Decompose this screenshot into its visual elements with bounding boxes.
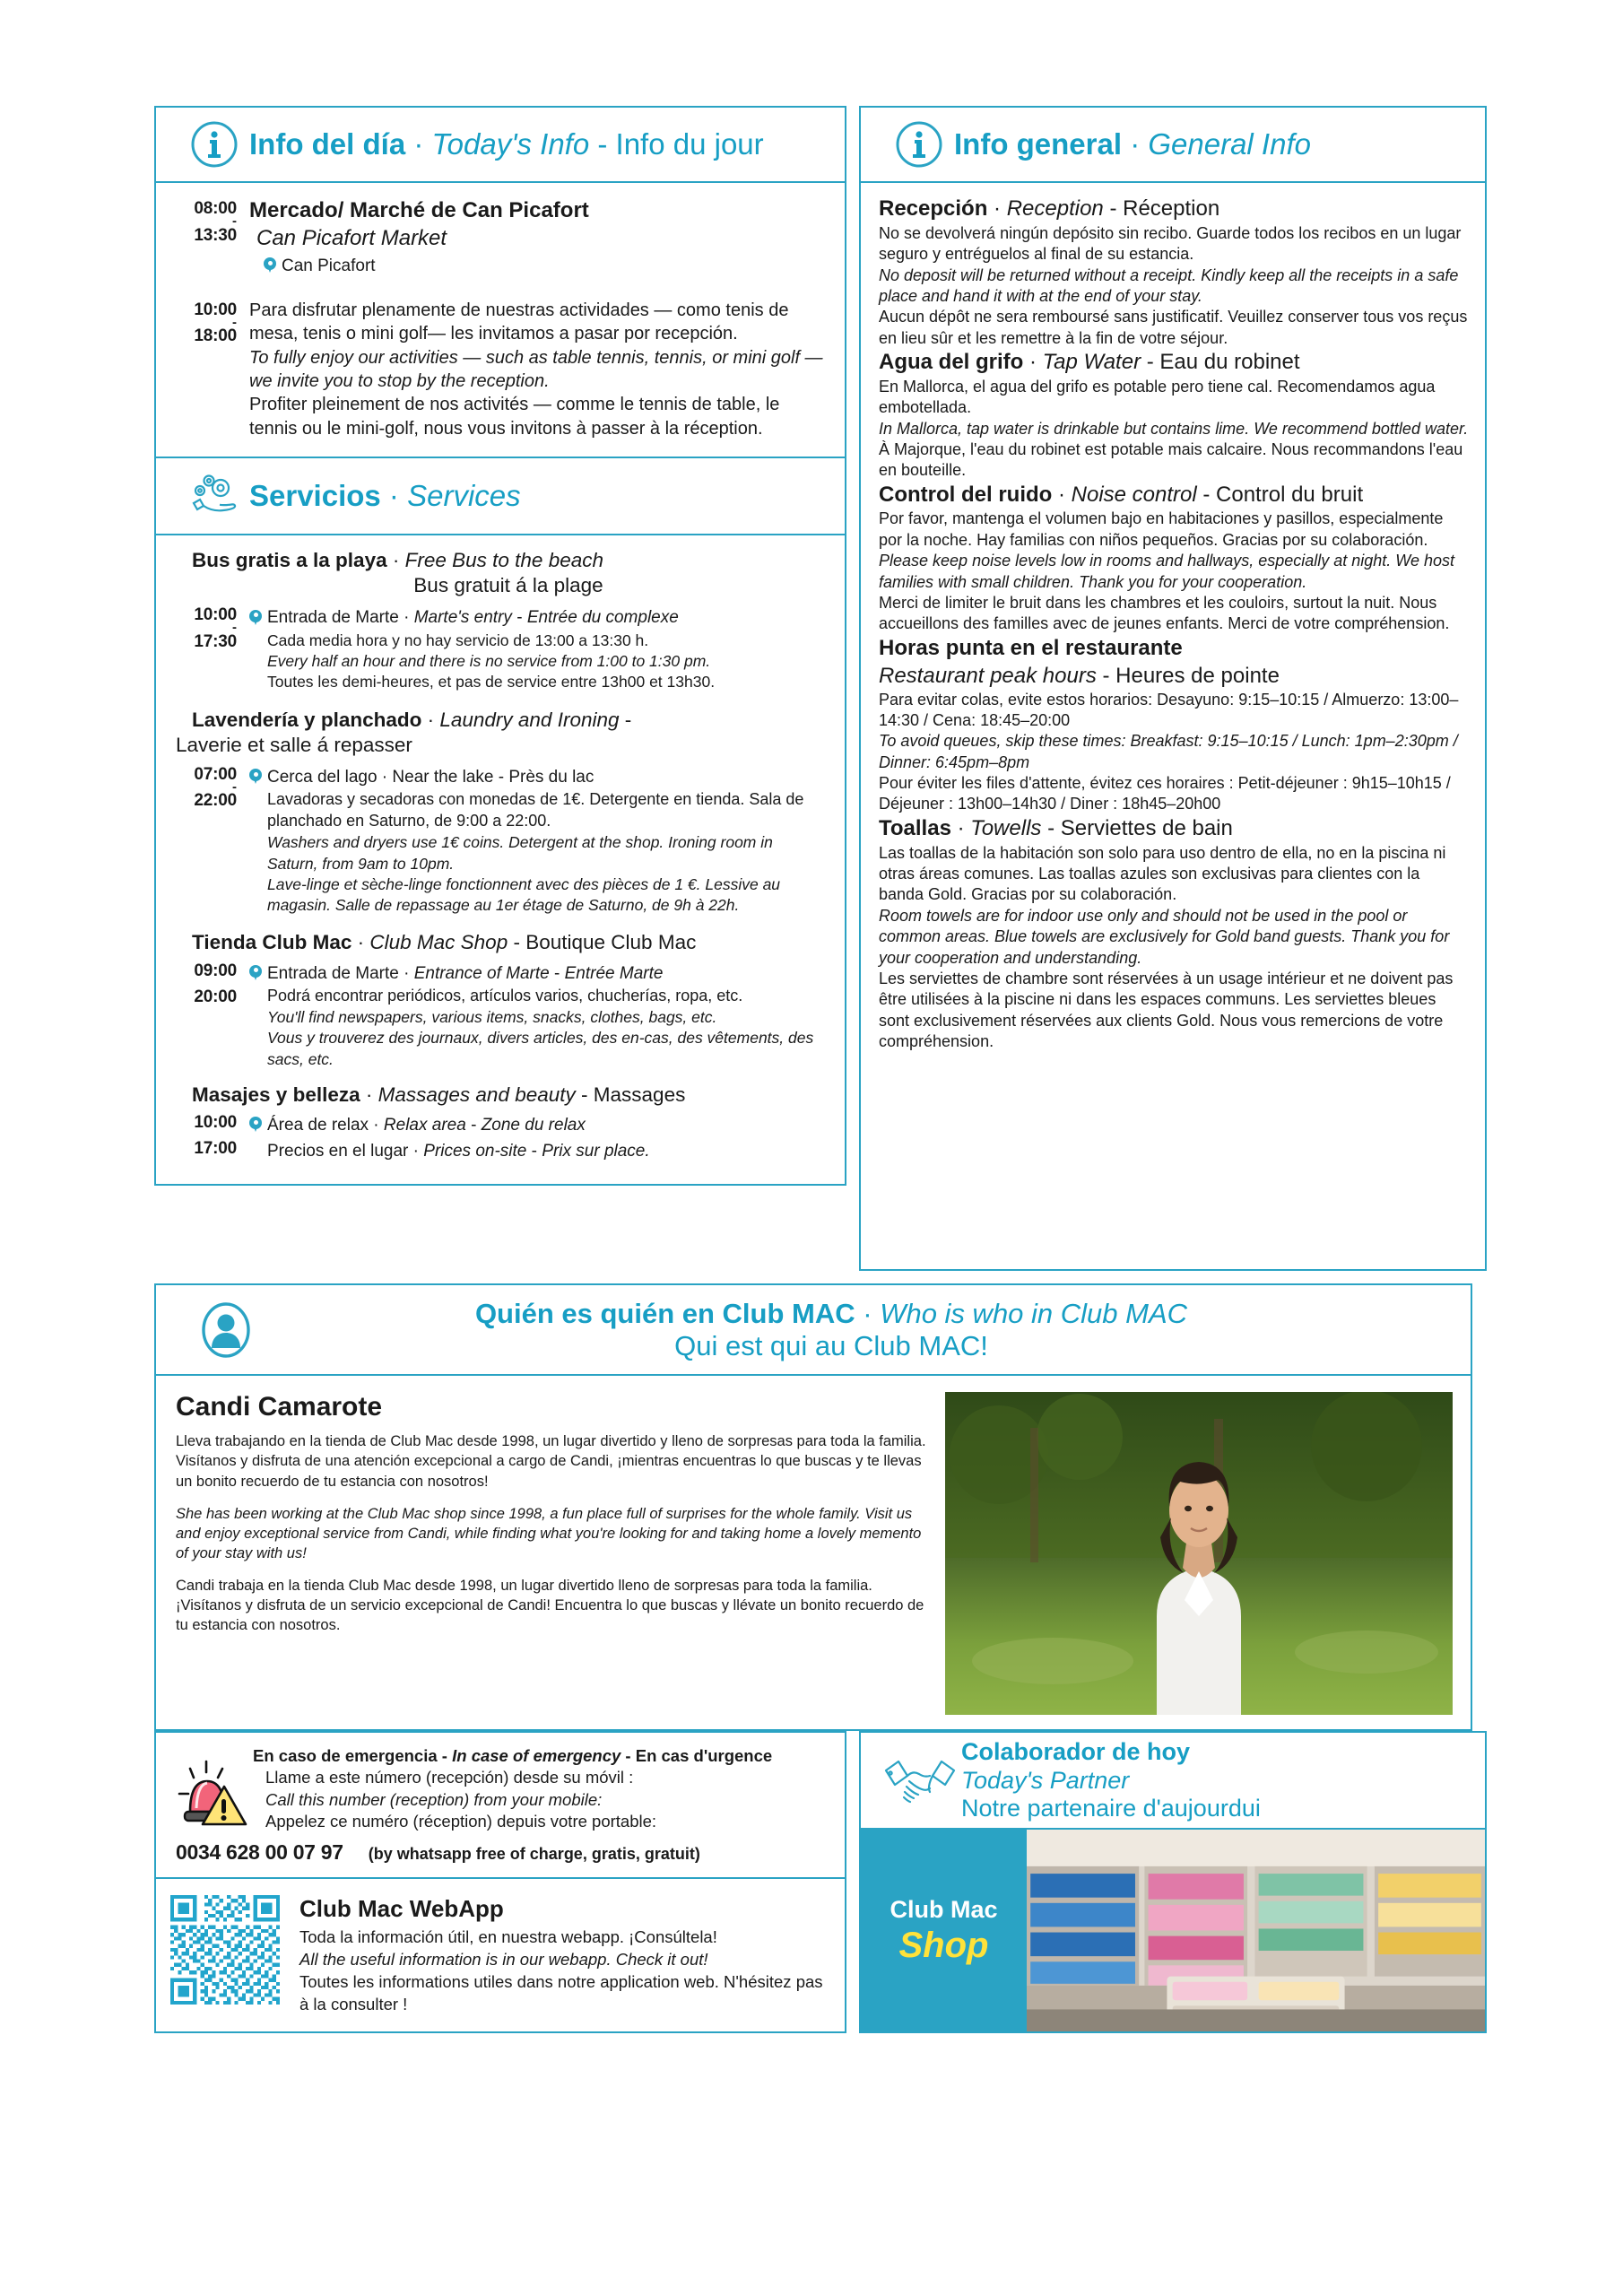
block-heading xyxy=(879,196,1469,223)
block-es: En Mallorca, el agua del grifo es potable pero tiene cal. Recomendamos agua embotellada. xyxy=(879,377,1436,417)
block-en: Please keep noise levels low in rooms and hallways, especially at night. We host families with small children. Thank you for your cooperation. xyxy=(879,552,1455,591)
map-pin-icon xyxy=(249,965,262,982)
bottom-left xyxy=(154,1731,846,2033)
sep: · xyxy=(1052,482,1072,507)
general-block xyxy=(879,482,1469,635)
sep: - xyxy=(511,608,527,628)
item-text-fr: Profiter pleinement de nos activités — comme le tennis de table, le tennis ou le mini-golf, nous vous invitons à passer à la réception. xyxy=(249,395,780,439)
service-time xyxy=(176,960,249,1070)
emergency-line-en: Call this number (reception) from your mobile: xyxy=(265,1789,603,1809)
who-title-es: Quién es quién en Club MAC xyxy=(474,1298,855,1329)
person-bio-fr: Candi trabaja en la tienda Club Mac desde 1998, un lugar divertido lleno de sorpresas para toda la familia. ¡Visítanos y disfruta de un servicio excepcional de Candi! Encuentra lo que buscas y llévate un bonito recuerdo de tu estancia con nosotros. xyxy=(176,1577,924,1634)
head-fr: Serviettes de bain xyxy=(1060,815,1233,840)
note-fr: Prix sur place. xyxy=(542,1142,650,1161)
block-heading xyxy=(879,349,1469,377)
emergency-box xyxy=(154,1731,846,1879)
head-es: Control del ruido xyxy=(879,482,1053,507)
heading-en: Free Bus to the beach xyxy=(404,549,603,572)
heading-fr: Boutique Club Mac xyxy=(525,931,697,954)
sep: · xyxy=(855,1298,881,1329)
loc-es: Cerca del lago xyxy=(267,767,378,787)
service-note xyxy=(249,1139,825,1164)
loc-fr: Zone du relax xyxy=(481,1115,586,1135)
webapp-line-fr: Toutes les informations utiles dans notre application web. N'hésitez pas à la consulter ! xyxy=(299,1971,823,2013)
today-info-body xyxy=(154,181,846,457)
partner-header xyxy=(859,1731,1487,1830)
loc-fr: Entrée du complexe xyxy=(526,608,679,628)
sep: · xyxy=(1122,127,1149,161)
qr-code-icon[interactable] xyxy=(170,1895,280,2005)
service-block xyxy=(176,930,825,1069)
block-es: Las toallas de la habitación son solo para uso dentro de ella, no en la piscina ni otras áreas comunes. Las toallas azules son exclusivas para clientes con la banda Gold. Gracias por su colaboración. xyxy=(879,843,1446,904)
sep: · xyxy=(360,1083,378,1106)
map-pin-icon xyxy=(249,1117,262,1134)
emergency-line-es: Llame a este número (recepción) desde su móvil : xyxy=(265,1768,634,1787)
location-label: Can Picafort xyxy=(282,257,376,276)
map-pin-icon xyxy=(249,769,262,786)
sep: · xyxy=(987,196,1007,221)
sep: · xyxy=(950,815,971,840)
service-location xyxy=(249,1113,825,1138)
loc-en: Near the lake xyxy=(392,767,494,787)
head-en: Towells xyxy=(970,815,1042,840)
time-dash: - xyxy=(232,620,237,636)
service-heading xyxy=(176,930,825,955)
head-en: Tap Water xyxy=(1042,350,1141,375)
sep: - xyxy=(621,1746,636,1766)
head-es: En caso de emergencia xyxy=(253,1746,438,1766)
sep: - xyxy=(526,1142,542,1161)
note-es: Podrá encontrar periódicos, artículos varios, chucherías, ropa, etc. xyxy=(267,987,743,1005)
block-fr: À Majorque, l'eau du robinet est potable mais calcaire. Nous recommandons l'eau en bouteille. xyxy=(879,439,1463,480)
loc-fr: Entrée Marte xyxy=(564,963,664,983)
note-es: Cada media hora y no hay servicio de 13:00 a 13:30 h. xyxy=(267,631,649,649)
head-es: Recepción xyxy=(879,196,988,221)
time-end: 18:00 xyxy=(194,326,237,346)
sep: - xyxy=(1041,815,1061,840)
emergency-heading xyxy=(253,1745,830,1767)
head-es: Agua del grifo xyxy=(879,350,1024,375)
person-circle-icon xyxy=(179,1301,273,1359)
heading-es: Bus gratis a la playa xyxy=(192,549,387,572)
service-time xyxy=(176,604,249,692)
head-en: Restaurant peak hours xyxy=(879,663,1097,688)
block-heading xyxy=(879,815,1469,843)
info-circle-icon xyxy=(884,120,954,169)
gears-hand-icon xyxy=(179,471,249,521)
service-time xyxy=(176,1111,249,1164)
person-name: Candi Camarote xyxy=(176,1392,383,1422)
services-header xyxy=(154,457,846,534)
today-title-es: Info del día xyxy=(249,127,406,161)
partner-title xyxy=(961,1738,1261,1822)
block-fr: Aucun dépôt ne sera remboursé sans justificatif. Veuillez conserver tous vos reçus en lieu sûr et les remettre à la fin de votre séjour. xyxy=(879,308,1468,347)
sep: - xyxy=(589,127,616,161)
loc-es: Área de relax xyxy=(267,1115,369,1135)
head-es: Toallas xyxy=(879,815,951,840)
item-time xyxy=(176,299,249,440)
sep: - xyxy=(1141,350,1160,375)
service-block xyxy=(176,548,825,693)
note-fr: Toutes les demi-heures, et pas de service entre 13h00 et 13h30. xyxy=(267,673,716,691)
bottom-area xyxy=(154,1731,1472,2033)
head-fr: En cas d'urgence xyxy=(635,1746,773,1766)
block-fr: Merci de limiter le bruit dans les chambres et les couloirs, surtout la nuit. Nous accueillons des familles avec de jeunes enfants. Merci de votre compréhension. xyxy=(879,594,1450,633)
item-location xyxy=(249,254,825,279)
shop-logo xyxy=(861,1830,1027,2031)
sep: · xyxy=(352,931,370,954)
handshake-icon xyxy=(879,1751,961,1810)
note-en: Washers and dryers use 1€ coins. Detergent at the shop. Ironing room in Saturn, from 9am to 10pm. xyxy=(267,833,773,873)
block-es: Por favor, mantenga el volumen bajo en habitaciones y pasillos, especialmente por la noche. Hay familias con niños pequeños. Gracias por su colaboración. xyxy=(879,509,1444,549)
head-en: Noise control xyxy=(1071,482,1197,507)
webapp-line-en: All the useful information is in our webapp. Check it out! xyxy=(299,1950,708,1970)
who-title-fr: Qui est qui au Club MAC! xyxy=(674,1329,988,1361)
shop-word: Shop xyxy=(898,1925,989,1965)
today-item xyxy=(176,299,825,440)
time-end: 17:00 xyxy=(194,1139,237,1159)
sep: - xyxy=(508,931,526,954)
top-columns xyxy=(154,106,1472,1271)
right-column xyxy=(859,106,1487,1271)
head-fr: Eau du robinet xyxy=(1159,350,1300,375)
sep: · xyxy=(408,1142,424,1161)
today-info-header xyxy=(154,106,846,181)
block-en: No deposit will be returned without a receipt. Kindly keep all the receipts in a safe place and hand it with at the end of your stay. xyxy=(879,265,1459,305)
partner-title-fr: Notre partenaire d'aujourdui xyxy=(961,1794,1261,1822)
service-heading xyxy=(176,1083,825,1108)
services-title xyxy=(249,479,521,513)
sep: - xyxy=(465,1115,482,1135)
today-title-fr: Info du jour xyxy=(615,127,764,161)
head-en: In case of emergency xyxy=(452,1746,621,1766)
sep: · xyxy=(405,127,432,161)
time-start: 10:00 xyxy=(194,300,237,319)
time-start: 08:00 xyxy=(194,199,237,218)
heading-es: Lavendería y planchado xyxy=(192,708,422,731)
item-text-es: Para disfrutar plenamente de nuestras actividades — como tenis de mesa, tenis o mini golf— les invitamos a pasar por recepción. xyxy=(249,300,789,344)
service-block xyxy=(176,708,825,917)
sep: · xyxy=(398,963,414,983)
who-title-en: Who is who in Club MAC xyxy=(880,1298,1188,1329)
block-es: No se devolverá ningún depósito sin recibo. Guarde todos los recibos en un lugar seguro y entréguelos al final de su estancia. xyxy=(879,223,1462,264)
general-info-header xyxy=(859,106,1487,181)
block-fr: Les serviettes de chambre sont réservées à un usage intérieur et ne doivent pas être utilisées à la piscine ni dans les espaces communs. Les serviettes bleues sont exclusivement réservées aux clients Gold. Nous vous remercions de votre compréhension. xyxy=(879,969,1454,1051)
sep: - xyxy=(493,767,509,787)
loc-es: Entrada de Marte xyxy=(267,963,399,983)
note-fr: Vous y trouverez des journaux, divers articles, des en-cas, des vêtements, des sacs, etc. xyxy=(267,1029,814,1068)
heading-fr: Laverie et salle á repasser xyxy=(176,733,412,756)
service-location xyxy=(249,605,825,631)
service-block xyxy=(176,1083,825,1164)
service-heading xyxy=(176,548,825,573)
block-heading-en-fr xyxy=(879,663,1469,690)
shop-photo xyxy=(1027,1830,1485,2031)
loc-fr: Près du lac xyxy=(508,767,595,787)
note-en: Every half an hour and there is no service from 1:00 to 1:30 pm. xyxy=(267,652,711,671)
sep: · xyxy=(421,708,440,731)
sep: · xyxy=(386,549,405,572)
sep: · xyxy=(1023,350,1043,375)
heading-en: Club Mac Shop xyxy=(369,931,508,954)
service-heading xyxy=(176,708,825,733)
block-en: To avoid queues, skip these times: Breakfast: 9:15–10:15 / Lunch: 1pm–2:30pm / Dinner: 6:45pm–8pm xyxy=(879,732,1458,771)
who-is-who-body xyxy=(154,1374,1472,1731)
time-dash: - xyxy=(232,213,237,229)
partner-title-en: Today's Partner xyxy=(961,1766,1130,1794)
time-start: 10:00 xyxy=(194,1112,237,1132)
note-es: Precios en el lugar xyxy=(267,1142,409,1161)
emergency-line-fr: Appelez ce numéro (réception) depuis votre portable: xyxy=(265,1812,657,1831)
time-end: 22:00 xyxy=(194,791,237,811)
services-title-es: Servicios xyxy=(249,479,381,513)
services-title-en: Services xyxy=(407,479,521,513)
general-block xyxy=(879,815,1469,1053)
emergency-phone-number[interactable]: 0034 628 00 07 97 xyxy=(176,1840,343,1865)
head-fr: Réception xyxy=(1123,196,1220,221)
service-location xyxy=(249,765,825,790)
time-dash: - xyxy=(232,778,237,795)
alarm-warning-icon xyxy=(170,1745,253,1833)
item-title-es: Mercado/ Marché de Can Picafort xyxy=(249,198,589,222)
sep: · xyxy=(380,479,408,513)
general-info-title xyxy=(954,127,1311,161)
item-text-en: To fully enjoy our activities — such as table tennis, tennis, or mini golf — we invite you to stop by the reception. xyxy=(249,347,823,391)
webapp-line-es: Toda la información útil, en nuestra webapp. ¡Consúltela! xyxy=(299,1927,717,1947)
general-title-es: Info general xyxy=(954,127,1123,161)
general-title-en: General Info xyxy=(1148,127,1311,161)
loc-en: Relax area xyxy=(383,1115,466,1135)
today-info-title xyxy=(249,127,764,161)
general-block xyxy=(879,635,1469,815)
who-is-who-header xyxy=(154,1283,1472,1374)
block-heading-es: Horas punta en el restaurante xyxy=(879,635,1183,660)
heading-en: Massages and beauty xyxy=(378,1083,576,1106)
loc-en: Marte's entry xyxy=(413,608,512,628)
map-pin-icon xyxy=(249,610,262,627)
webapp-box xyxy=(154,1879,846,2033)
note-en: You'll find newspapers, various items, snacks, clothes, bags, etc. xyxy=(267,1008,717,1027)
time-end: 13:30 xyxy=(194,225,237,245)
item-time xyxy=(176,197,249,279)
note-es: Lavadoras y secadoras con monedas de 1€. Detergente en tienda. Sala de planchado en Saturno, de 9:00 a 22:00. xyxy=(267,790,804,831)
item-title-en: Can Picafort Market xyxy=(256,226,447,250)
block-heading xyxy=(879,482,1469,509)
time-start: 09:00 xyxy=(194,961,237,980)
today-item xyxy=(176,197,825,279)
block-es: Para evitar colas, evite estos horarios: Desayuno: 9:15–10:15 / Almuerzo: 13:00–14:30 / Cena: 18:45–20:00 xyxy=(879,690,1459,729)
loc-es: Entrada de Marte xyxy=(267,608,399,628)
services-body xyxy=(154,534,846,1186)
sep: · xyxy=(377,767,393,787)
sep: - xyxy=(575,1083,594,1106)
block-fr: Pour éviter les files d'attente, évitez ces horaires : Petit-déjeuner : 9h15–10h15 / Déjeuner : 13h00–14h30 / Diner : 18h45–20h00 xyxy=(879,774,1451,813)
block-en: In Mallorca, tap water is drinkable but contains lime. We recommend bottled water. xyxy=(879,419,1469,438)
webapp-title: Club Mac WebApp xyxy=(299,1895,504,1923)
head-fr: Heures de pointe xyxy=(1115,663,1280,688)
time-start: 10:00 xyxy=(194,605,237,625)
sep: · xyxy=(398,608,414,628)
heading-es: Masajes y belleza xyxy=(192,1083,360,1106)
note-fr: Lave-linge et sèche-linge fonctionnent avec des pièces de 1 €. Lessive au magasin. Salle de repassage au 1er étage de Saturno, de 9h à 22h. xyxy=(267,874,781,915)
heading-fr: Bus gratuit á la plage xyxy=(413,574,603,597)
partner-shop-banner xyxy=(859,1830,1487,2033)
person-bio-es: Lleva trabajando en la tienda de Club Mac desde 1998, un lugar divertido y lleno de sorpresas para toda la familia. Visítanos y disfruta de una atención excepcional a cargo de Candi, ¡mientras encuentras lo que buscas y te llevas un bonito recuerdo de tu estancia con nosotros! xyxy=(176,1433,926,1490)
sep: - xyxy=(549,963,565,983)
person-bio-en: She has been working at the Club Mac shop since 1998, a fun place full of surprises for the whole family. Visit us and enjoy exceptional service from Candi, while finding what you're looking for and taking home a lovely memento of your stay with us! xyxy=(176,1505,922,1561)
head-fr: Control du bruit xyxy=(1216,482,1364,507)
info-circle-icon xyxy=(179,120,249,169)
emergency-phone-note: (by whatsapp free of charge, gratis, gratuit) xyxy=(368,1845,700,1864)
left-column xyxy=(154,106,846,1271)
time-dash: - xyxy=(232,314,237,330)
general-block xyxy=(879,196,1469,349)
partner-title-es: Colaborador de hoy xyxy=(961,1738,1191,1766)
person-photo xyxy=(945,1392,1453,1715)
service-time xyxy=(176,763,249,916)
service-location xyxy=(249,961,825,987)
block-en: Room towels are for indoor use only and should not be used in the pool or common areas. Blue towels are exclusively for Gold band guests. Thank you for your cooperation and understanding. xyxy=(879,906,1450,967)
heading-en: Laundry and Ironing xyxy=(439,708,620,731)
sep: · xyxy=(369,1115,384,1135)
shop-name: Club Mac xyxy=(890,1895,998,1923)
time-start: 07:00 xyxy=(194,764,237,784)
today-title-en: Today's Info xyxy=(431,127,590,161)
note-en: Prices on-site xyxy=(423,1142,527,1161)
time-end: 20:00 xyxy=(194,987,237,1007)
bottom-right xyxy=(859,1731,1487,2033)
head-en: Reception xyxy=(1006,196,1104,221)
sep: - xyxy=(1196,482,1217,507)
sep: - xyxy=(437,1746,453,1766)
sep: - xyxy=(1103,196,1124,221)
loc-en: Entrance of Marte xyxy=(413,963,550,983)
heading-es: Tienda Club Mac xyxy=(192,931,352,954)
sep: - xyxy=(619,708,632,731)
heading-fr: Massages xyxy=(593,1083,686,1106)
time-end: 17:30 xyxy=(194,631,237,651)
sep: - xyxy=(1096,663,1116,688)
who-is-who-title xyxy=(273,1298,1471,1361)
map-pin-icon xyxy=(264,257,276,274)
general-info-body xyxy=(859,181,1487,1271)
general-block xyxy=(879,349,1469,482)
